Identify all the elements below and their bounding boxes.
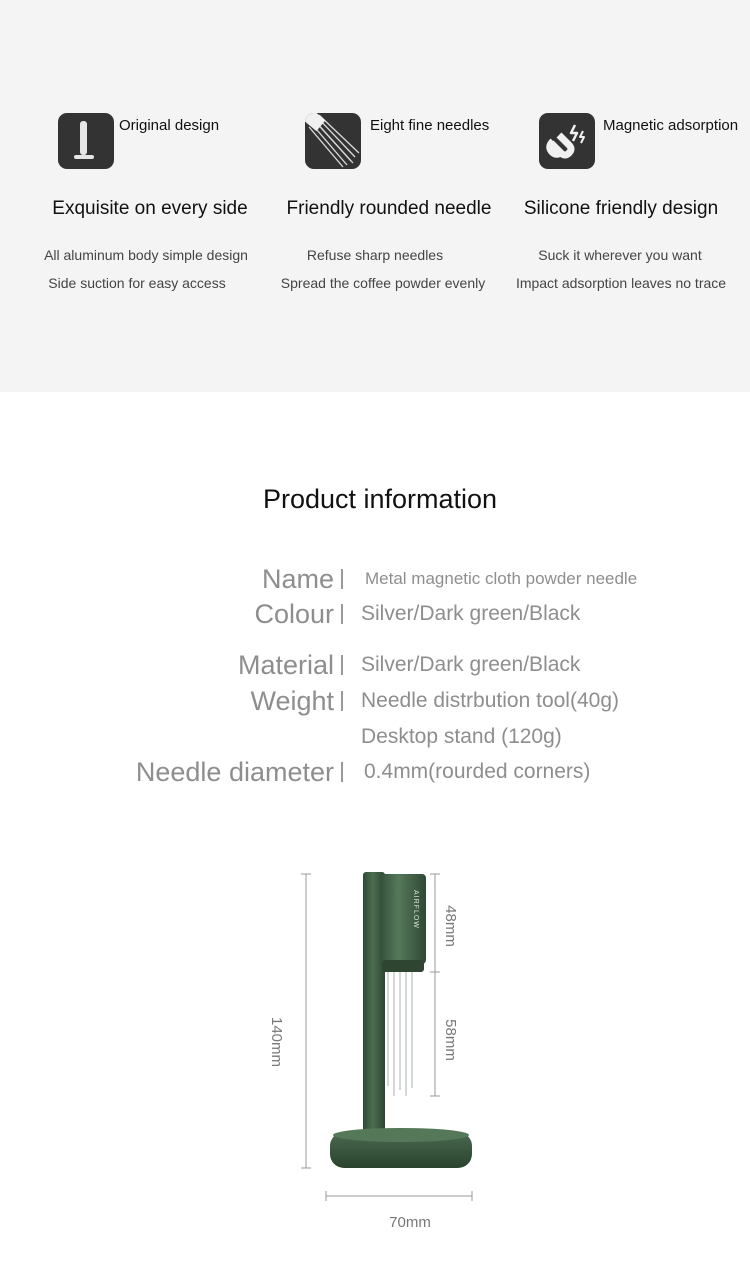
info-value: Metal magnetic cloth powder needle [365,569,638,588]
info-row-material [0,647,750,683]
feature-line: All aluminum body simple design [44,247,248,263]
info-row-colour [0,596,750,632]
needles-icon [305,113,361,169]
info-label: Colour [254,599,334,629]
info-value: 0.4mm(rourded corners) [364,760,591,783]
info-row-needle-diameter [0,754,750,790]
magnet-icon [539,113,595,169]
feature-magnetic [496,0,746,392]
feature-label: Magnetic adsorption [603,117,739,134]
info-label: Material [237,650,334,680]
feature-line: Refuse sharp needles [306,247,444,263]
feature-title: Friendly rounded needle [286,198,492,219]
base-top [333,1128,469,1142]
info-label: Needle diameter [135,757,334,787]
info-value: Silver/Dark green/Black [361,653,581,676]
width-label: 70mm [389,1214,431,1231]
info-row-weight-stand [0,719,750,755]
feature-title: Exquisite on every side [52,198,248,219]
info-separator [341,604,343,624]
feature-line: Suck it wherever you want [538,247,702,263]
features-section [0,0,750,392]
height-dimension [301,874,311,1168]
info-separator [341,762,343,782]
info-value: Desktop stand (120g) [361,725,562,748]
needle-length-label: 58mm [442,1019,459,1061]
feature-label: Original design [119,117,220,134]
info-label: Weight [250,686,334,716]
info-value: Needle distrbution tool(40g) [361,689,619,712]
feature-line: Spread the coffee powder evenly [280,275,486,291]
brand-label: AIRFLOW [412,890,419,929]
stand-icon [58,113,114,169]
info-row-weight [0,683,750,719]
feature-title: Silicone friendly design [523,198,719,219]
width-dimension [326,1191,472,1201]
needles [388,972,412,1096]
info-separator [341,691,343,711]
product-diagram [260,860,500,1260]
feature-original-design [25,0,275,392]
feature-line: Impact adsorption leaves no trace [515,275,727,291]
info-row-name [0,561,750,597]
product-info-title: Product information [262,484,498,514]
head-dimension [430,874,440,1096]
info-label: Name [261,564,334,594]
feature-line: Side suction for easy access [48,275,226,291]
info-separator [341,655,343,675]
head-height-label: 48mm [442,905,459,947]
tool-collar [382,960,424,972]
feature-eight-needles [262,0,512,392]
info-separator [341,569,343,589]
feature-label: Eight fine needles [370,117,490,134]
info-value: Silver/Dark green/Black [361,602,581,625]
height-label: 140mm [268,1016,285,1068]
